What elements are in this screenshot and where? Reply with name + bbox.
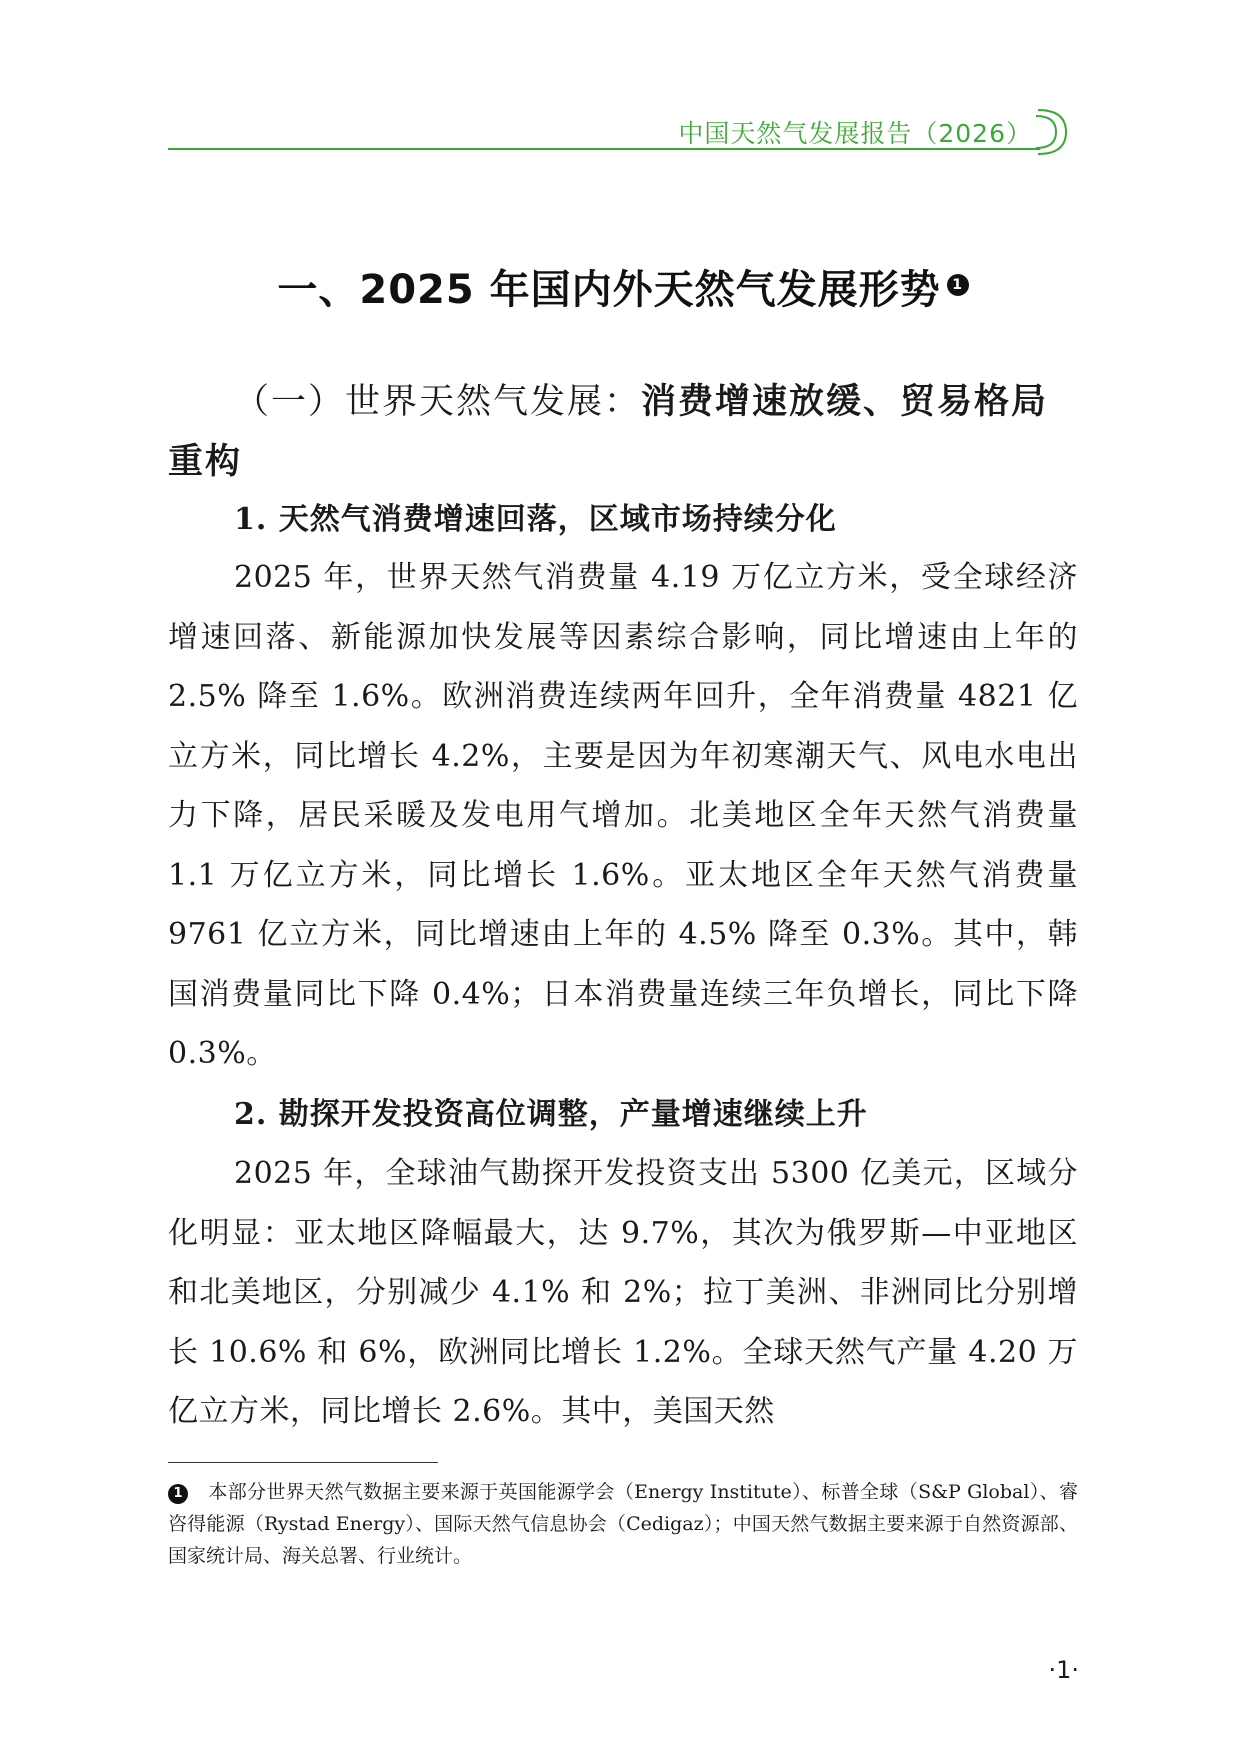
- subsection-heading-1: 1. 天然气消费增速回落，区域市场持续分化: [234, 502, 837, 537]
- header-bracket-icon: [1034, 108, 1070, 158]
- section-heading: [168, 372, 1078, 492]
- running-header: [168, 108, 1070, 158]
- running-title: 中国天然气发展报告（2026）: [678, 119, 1032, 148]
- section-title-line2: 重构: [168, 442, 243, 482]
- chapter-title-text: 一、2025 年国内外天然气发展形势: [277, 267, 941, 313]
- subsection-heading-2: 2. 勘探开发投资高位调整，产量增速继续上升: [234, 1097, 868, 1132]
- footnote: [168, 1476, 1078, 1572]
- paragraph-2: 2025 年，全球油气勘探开发投资支出 5300 亿美元，区域分化明显：亚太地区降幅最大，达 9.7%，其次为俄罗斯—中亚地区和北美地区，分别减少 4.1% 和 2%；拉丁美洲、非洲同比分别增长 10.6% 和 6%，欧洲同比增长 1.2%。全球天然气产量 4.20 万亿立方米，同比增长 2.6%。其中，美国天然: [168, 1156, 1078, 1429]
- section-title-line1: 消费增速放缓、贸易格局: [641, 382, 1049, 422]
- chapter-title: [168, 258, 1078, 315]
- page-number: ·1·: [1048, 1656, 1079, 1684]
- footnote-divider: [168, 1462, 438, 1463]
- footnote-text: 本部分世界天然气数据主要来源于英国能源学会（Energy Institute）、标普全球（S&P Global）、睿咨得能源（Rystad Energy）、国际天然气信息协会（Cedigaz）；中国天然气数据主要来源于自然资源部、国家统计局、海关总署、行业统计。: [168, 1481, 1078, 1567]
- footnote-reference-marker[interactable]: 1: [947, 274, 969, 296]
- section-label: （一）世界天然气发展：: [234, 382, 642, 422]
- footnote-marker: 1: [168, 1484, 188, 1504]
- paragraph-1: 2025 年，世界天然气消费量 4.19 万亿立方米，受全球经济增速回落、新能源加快发展等因素综合影响，同比增速由上年的 2.5% 降至 1.6%。欧洲消费连续两年回升，全年消费量 4821 亿立方米，同比增长 4.2%，主要是因为年初寒潮天气、风电水电出力下降，居民采暖及发电用气增加。北美地区全年天然气消费量 1.1 万亿立方米，同比增长 1.6%。亚太地区全年天然气消费量 9761 亿立方米，同比增速由上年的 4.5% 降至 0.3%。其中，韩国消费量同比下降 0.4%；日本消费量连续三年负增长，同比下降 0.3%。: [168, 560, 1078, 1071]
